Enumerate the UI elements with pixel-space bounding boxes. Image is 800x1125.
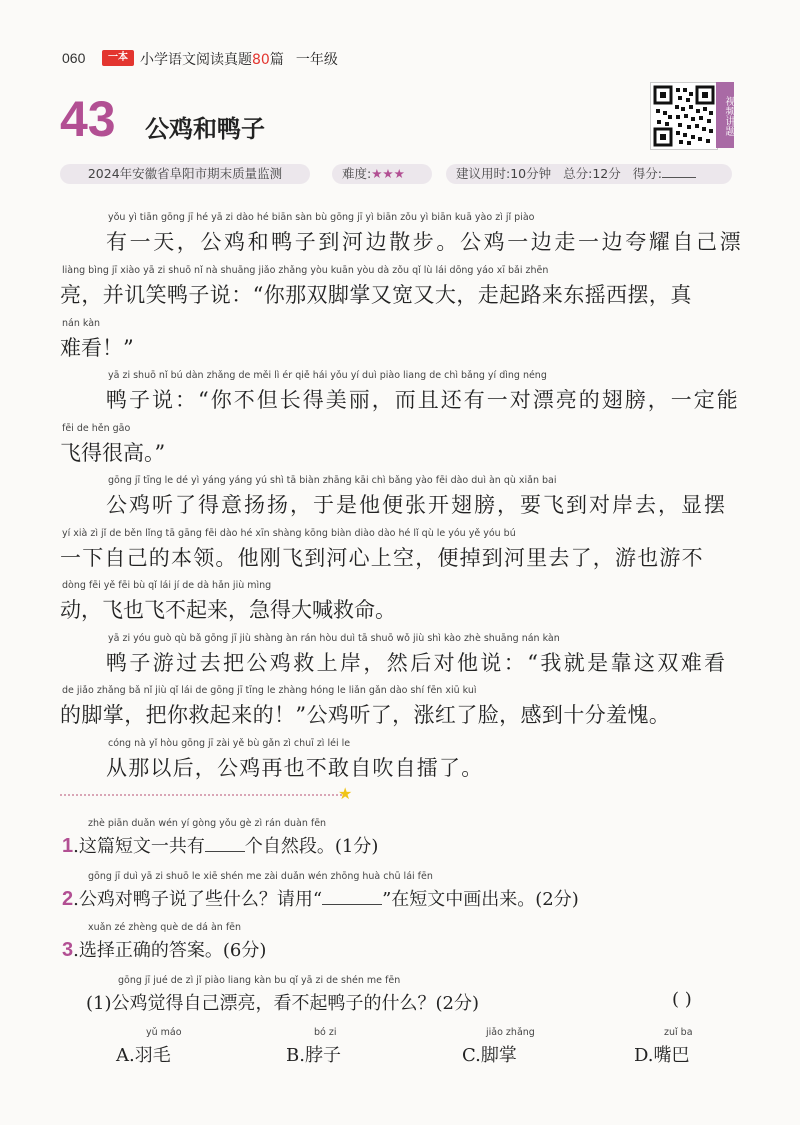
suggested-time: 建议用时:10分钟 xyxy=(456,166,552,181)
lesson-title: 公鸡和鸭子 xyxy=(145,115,265,143)
brand-logo: 一本 xyxy=(102,50,134,66)
sub-question: (1)公鸡觉得自己漂亮，看不起鸭子的什么？(2分) xyxy=(86,993,479,1014)
pinyin-line: yí xià zì jǐ de běn lǐng tā gāng fēi dào hé xīn shàng kōng biàn diào dào hé lǐ qù le yóu yě yóu bú xyxy=(62,528,516,539)
difficulty-label: 难度: xyxy=(342,166,372,181)
passage-line: 飞得很高。” xyxy=(60,441,166,465)
pinyin-line: xuǎn zé zhèng què de dá àn fēn xyxy=(88,922,242,933)
source-pill: 2024年安徽省阜阳市期末质量监测 xyxy=(60,164,310,184)
pinyin-line: gōng jī tīng le dé yì yáng yáng yú shì tā biàn zhāng kāi chì bǎng yào fēi dào duì àn qù xiǎn bai xyxy=(108,475,557,486)
difficulty-stars: ★★★ xyxy=(371,166,405,181)
total-score: 总分:12分 xyxy=(563,166,621,181)
question-2 xyxy=(62,885,579,911)
pinyin-line: yā zi shuō nǐ bú dàn zhǎng de měi lì ér qiě hái yǒu yí duì piào liang de chì bǎng yí dìng néng xyxy=(108,370,547,381)
option-b[interactable]: B.脖子 xyxy=(286,1045,341,1066)
time-score-pill xyxy=(446,164,732,184)
passage-line: 从那以后，公鸡再也不敢自吹自擂了。 xyxy=(106,756,484,780)
pinyin-line: de jiǎo zhǎng bǎ nǐ jiù qǐ lái de gōng jī tīng le zhàng hóng le liǎn gǎn dào shí fēn xiū kuì xyxy=(62,685,477,696)
question-number: 3 xyxy=(62,939,74,961)
pinyin-line: dòng fēi yě fēi bù qǐ lái jí de dà hǎn jiù mìng xyxy=(62,580,272,591)
question-number: 1 xyxy=(62,835,74,857)
pinyin-line: nán kàn xyxy=(62,318,101,329)
video-explanation-tab[interactable]: 视频讲题 xyxy=(716,82,734,148)
lesson-number: 43 xyxy=(60,91,116,147)
grade: 一年级 xyxy=(295,52,338,68)
score-blank[interactable] xyxy=(662,165,696,178)
pinyin-line: yǔ máo xyxy=(146,1027,182,1038)
passage-line: 的脚掌，把你救起来的！”公鸡听了，涨红了脸，感到十分羞愧。 xyxy=(60,703,671,727)
passage-line: 鸭子说：“你不但长得美丽，而且还有一对漂亮的翅膀，一定能 xyxy=(106,388,740,412)
passage-line: 一下自己的本领。他刚飞到河心上空，便掉到河里去了，游也游不 xyxy=(60,546,704,570)
pinyin-line: zuǐ ba xyxy=(664,1027,693,1038)
section-divider xyxy=(60,794,342,796)
answer-blank[interactable] xyxy=(205,835,245,852)
book-title xyxy=(140,49,338,69)
answer-blank[interactable] xyxy=(322,888,382,905)
question-text: ”在短文中画出来。(2分) xyxy=(382,889,579,910)
pinyin-line: liàng bìng jī xiào yā zi shuō nǐ nà shuāng jiǎo zhǎng yòu kuān yòu dà zǒu qǐ lù lái dōng yáo xī bǎi zhēn xyxy=(62,265,549,276)
book-title-suffix: 篇 xyxy=(269,52,284,68)
option-a[interactable]: A.羽毛 xyxy=(116,1045,171,1066)
difficulty-pill xyxy=(332,164,432,184)
passage-line: 鸭子游过去把公鸡救上岸，然后对他说：“我就是靠这双难看 xyxy=(106,651,728,675)
answer-paren[interactable]: ( ) xyxy=(672,989,692,1010)
passage-line: 有一天，公鸡和鸭子到河边散步。公鸡一边走一边夸耀自己漂 xyxy=(106,230,744,254)
question-3 xyxy=(62,936,266,962)
score-label: 得分: xyxy=(632,166,662,181)
question-text: 个自然段。(1分) xyxy=(244,836,379,857)
pinyin-line: bó zi xyxy=(314,1027,337,1038)
pinyin-line: zhè piān duǎn wén yí gòng yǒu gè zì rán duàn fēn xyxy=(88,818,327,829)
star-icon: ★ xyxy=(338,784,353,803)
passage-line: 亮，并讥笑鸭子说：“你那双脚掌又宽又大，走起路来东摇西摆，真 xyxy=(60,283,692,307)
question-number: 2 xyxy=(62,888,74,910)
question-text: .这篇短文一共有 xyxy=(73,836,205,857)
qr-code-icon[interactable] xyxy=(650,82,718,150)
pinyin-line: gōng jī jué de zì jǐ piào liang kàn bu qǐ yā zi de shén me fēn xyxy=(118,975,401,986)
passage-line: 动，飞也飞不起来，急得大喊救命。 xyxy=(60,598,396,622)
question-1 xyxy=(62,832,378,858)
passage-line: 难看！” xyxy=(60,336,134,360)
option-d[interactable]: D.嘴巴 xyxy=(634,1045,690,1066)
info-bar xyxy=(60,164,732,184)
pinyin-line: yǒu yì tiān gōng jī hé yā zi dào hé biān sàn bù gōng jī yì biān zǒu yì biān kuā yào zì jǐ piào xyxy=(108,212,535,223)
page-number: 060 xyxy=(62,50,86,66)
pinyin-line: yā zi yóu guò qù bǎ gōng jī jiù shàng àn rán hòu duì tā shuō wǒ jiù shì kào zhè shuāng nán kàn xyxy=(108,633,560,644)
pinyin-line: fēi de hěn gāo xyxy=(62,423,131,434)
question-text: .选择正确的答案。(6分) xyxy=(73,940,267,961)
pinyin-line: jiǎo zhǎng xyxy=(486,1027,535,1038)
book-title-num: 80 xyxy=(252,52,270,68)
book-title-prefix: 小学语文阅读真题 xyxy=(140,52,252,68)
pinyin-line: gōng jī duì yā zi shuō le xiē shén me zài duǎn wén zhōng huà chū lái fēn xyxy=(88,871,433,882)
pinyin-line: cóng nà yǐ hòu gōng jī zài yě bù gǎn zì chuī zì léi le xyxy=(108,738,351,749)
question-text: .公鸡对鸭子说了些什么？请用“ xyxy=(73,889,323,910)
passage-line: 公鸡听了得意扬扬，于是他便张开翅膀，要飞到对岸去，显摆 xyxy=(106,493,727,517)
option-c[interactable]: C.脚掌 xyxy=(462,1045,517,1066)
